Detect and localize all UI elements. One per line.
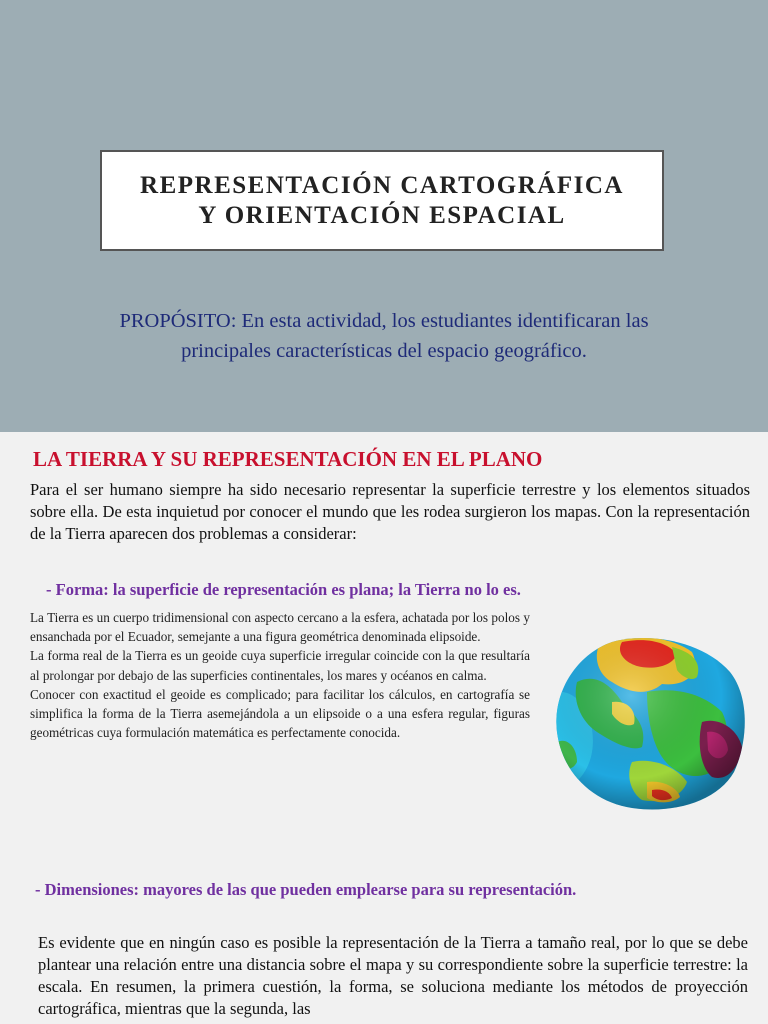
- purpose-text: PROPÓSITO: En esta actividad, los estudiantes identificaran las principales características del espacio geográfico.: [119, 310, 649, 362]
- subheading-forma: - Forma: la superficie de representación es plana; la Tierra no lo es.: [46, 580, 521, 599]
- section-heading: LA TIERRA Y SU REPRESENTACIÓN EN EL PLANO: [33, 447, 543, 471]
- bottom-paragraph: Es evidente que en ningún caso es posible la representación de la Tierra a tamaño real, por lo que se debe plantear una relación entre una distancia sobre el mapa y su correspondiente sobre la superficie terrestre: la escala. En resumen, la primera cuestión, la forma, se soluciona mediante los métodos de proyección cartográfica, mientras que la segunda, las: [38, 933, 748, 1018]
- content-slide: [0, 432, 768, 1024]
- intro-paragraph: Para el ser humano siempre ha sido necesario representar la superficie terrestre y los elementos situados sobre ella. De esta inquietud por conocer el mundo que les rodea surgieron los mapas. Con la representación de la Tierra aparecen dos problemas a considerar:: [30, 480, 750, 543]
- forma-text-block: [30, 608, 530, 742]
- title-slide: [0, 0, 768, 432]
- title-box: [100, 150, 664, 251]
- forma-paragraph-3: Conocer con exactitud el geoide es complicado; para facilitar los cálculos, en cartografía se simplifica la forma de la Tierra asemejándola a un elipsoide o a una esfera regular, figuras geométricas cuya formulación matemática es perfectamente conocida.: [30, 686, 530, 741]
- forma-paragraph-2: La forma real de la Tierra es un geoide cuya superficie irregular coincide con la que resultaría al prolongar por debajo de las superficies continentales, los mares y océanos en calma.: [30, 648, 530, 683]
- subheading-dimensiones: - Dimensiones: mayores de las que pueden emplearse para su representación.: [35, 880, 577, 899]
- title-line-2: Y ORIENTACIÓN ESPACIAL: [198, 201, 566, 229]
- geoid-globe-image: [552, 632, 750, 814]
- title-line-1: REPRESENTACIÓN CARTOGRÁFICA: [140, 171, 624, 199]
- forma-paragraph-1: La Tierra es un cuerpo tridimensional con aspecto cercano a la esfera, achatada por los polos y ensanchada por el Ecuador, semejante a una figura geométrica denominada elipsoide.: [30, 610, 530, 645]
